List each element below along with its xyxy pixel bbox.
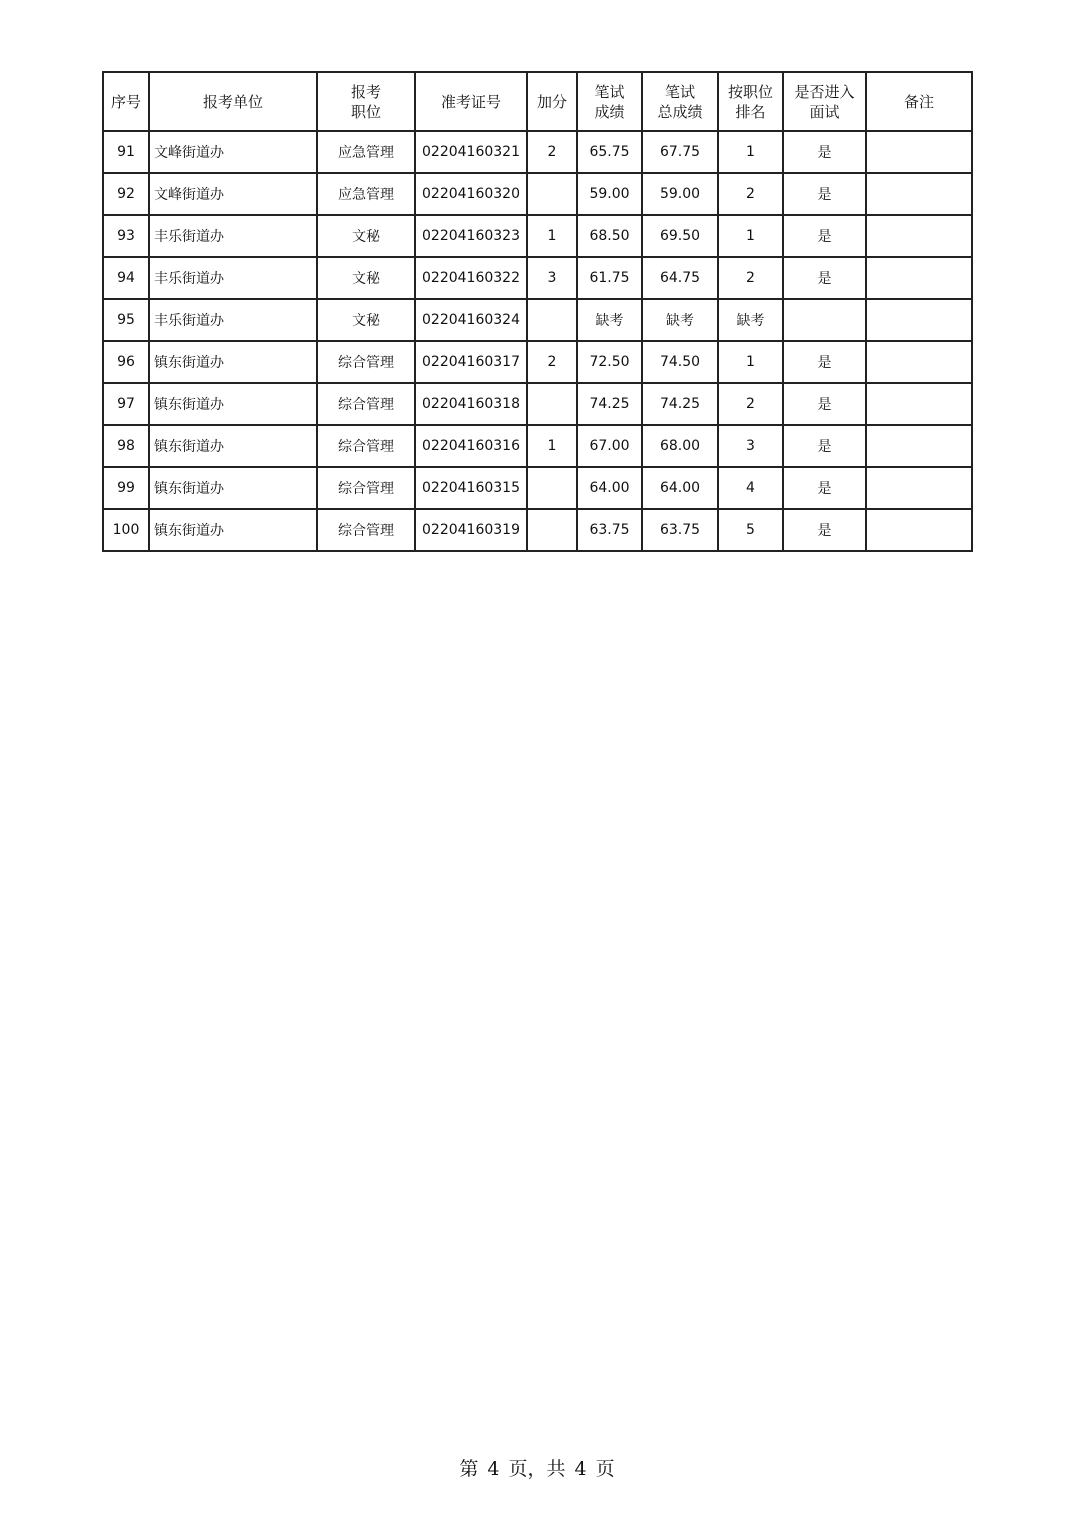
cell-ticket: 02204160317	[415, 341, 527, 383]
results-table	[102, 71, 973, 552]
cell-remark	[866, 173, 972, 215]
cell-seq: 94	[103, 257, 149, 299]
cell-position: 应急管理	[317, 173, 415, 215]
cell-total: 68.00	[642, 425, 718, 467]
cell-remark	[866, 425, 972, 467]
cell-remark	[866, 467, 972, 509]
cell-seq: 92	[103, 173, 149, 215]
cell-interview: 是	[783, 215, 866, 257]
table-row	[103, 467, 972, 509]
header-ticket: 准考证号	[415, 72, 527, 131]
cell-seq: 95	[103, 299, 149, 341]
table-row	[103, 173, 972, 215]
cell-seq: 96	[103, 341, 149, 383]
header-total	[642, 72, 718, 131]
table-row	[103, 509, 972, 551]
cell-interview: 是	[783, 425, 866, 467]
cell-score: 67.00	[577, 425, 642, 467]
cell-bonus: 1	[527, 425, 577, 467]
cell-score: 74.25	[577, 383, 642, 425]
page-footer: 第 4 页，共 4 页	[459, 1458, 615, 1480]
header-remark: 备注	[866, 72, 972, 131]
header-interview-line1: 是否进入	[794, 82, 855, 101]
cell-remark	[866, 341, 972, 383]
cell-total: 63.75	[642, 509, 718, 551]
cell-total: 缺考	[642, 299, 718, 341]
cell-ticket: 02204160319	[415, 509, 527, 551]
cell-rank: 1	[718, 131, 783, 173]
cell-total: 64.75	[642, 257, 718, 299]
table-header	[103, 72, 972, 131]
cell-bonus	[527, 467, 577, 509]
table-body	[103, 131, 972, 551]
cell-unit: 镇东街道办	[149, 383, 317, 425]
header-rank-line1: 按职位	[727, 82, 773, 101]
cell-rank: 4	[718, 467, 783, 509]
cell-score: 68.50	[577, 215, 642, 257]
cell-bonus: 1	[527, 215, 577, 257]
header-score-line1: 笔试	[594, 82, 625, 101]
header-rank-line2: 排名	[735, 102, 766, 121]
cell-unit: 镇东街道办	[149, 425, 317, 467]
cell-rank: 2	[718, 257, 783, 299]
header-unit: 报考单位	[149, 72, 317, 131]
cell-seq: 100	[103, 509, 149, 551]
cell-seq: 91	[103, 131, 149, 173]
cell-position: 综合管理	[317, 425, 415, 467]
cell-bonus	[527, 509, 577, 551]
cell-total: 67.75	[642, 131, 718, 173]
table-row	[103, 257, 972, 299]
cell-interview: 是	[783, 383, 866, 425]
header-position-line2: 职位	[350, 102, 381, 121]
cell-bonus: 2	[527, 131, 577, 173]
header-bonus: 加分	[527, 72, 577, 131]
cell-interview: 是	[783, 509, 866, 551]
cell-score: 64.00	[577, 467, 642, 509]
cell-total: 74.25	[642, 383, 718, 425]
cell-interview	[783, 299, 866, 341]
cell-score: 65.75	[577, 131, 642, 173]
cell-ticket: 02204160324	[415, 299, 527, 341]
cell-position: 应急管理	[317, 131, 415, 173]
table-row	[103, 341, 972, 383]
cell-ticket: 02204160315	[415, 467, 527, 509]
cell-score: 61.75	[577, 257, 642, 299]
cell-seq: 99	[103, 467, 149, 509]
cell-interview: 是	[783, 467, 866, 509]
cell-total: 74.50	[642, 341, 718, 383]
cell-rank: 2	[718, 173, 783, 215]
cell-position: 综合管理	[317, 383, 415, 425]
cell-unit: 镇东街道办	[149, 467, 317, 509]
cell-bonus	[527, 299, 577, 341]
cell-score: 63.75	[577, 509, 642, 551]
header-interview	[783, 72, 866, 131]
cell-unit: 丰乐街道办	[149, 299, 317, 341]
cell-ticket: 02204160323	[415, 215, 527, 257]
header-score	[577, 72, 642, 131]
header-seq: 序号	[103, 72, 149, 131]
cell-score: 缺考	[577, 299, 642, 341]
cell-ticket: 02204160320	[415, 173, 527, 215]
cell-rank: 1	[718, 215, 783, 257]
cell-unit: 文峰街道办	[149, 173, 317, 215]
cell-position: 文秘	[317, 257, 415, 299]
header-rank	[718, 72, 783, 131]
cell-interview: 是	[783, 131, 866, 173]
cell-total: 64.00	[642, 467, 718, 509]
cell-bonus: 3	[527, 257, 577, 299]
cell-unit: 丰乐街道办	[149, 257, 317, 299]
header-total-line2: 总成绩	[657, 102, 703, 121]
cell-total: 59.00	[642, 173, 718, 215]
cell-interview: 是	[783, 257, 866, 299]
cell-seq: 93	[103, 215, 149, 257]
cell-position: 文秘	[317, 299, 415, 341]
cell-score: 59.00	[577, 173, 642, 215]
table-row	[103, 215, 972, 257]
cell-remark	[866, 257, 972, 299]
cell-position: 文秘	[317, 215, 415, 257]
cell-position: 综合管理	[317, 341, 415, 383]
cell-unit: 镇东街道办	[149, 509, 317, 551]
cell-ticket: 02204160316	[415, 425, 527, 467]
cell-remark	[866, 383, 972, 425]
cell-remark	[866, 131, 972, 173]
cell-ticket: 02204160318	[415, 383, 527, 425]
cell-unit: 镇东街道办	[149, 341, 317, 383]
cell-position: 综合管理	[317, 509, 415, 551]
cell-rank: 1	[718, 341, 783, 383]
cell-rank: 5	[718, 509, 783, 551]
cell-seq: 97	[103, 383, 149, 425]
cell-interview: 是	[783, 341, 866, 383]
cell-ticket: 02204160322	[415, 257, 527, 299]
cell-total: 69.50	[642, 215, 718, 257]
header-position	[317, 72, 415, 131]
cell-interview: 是	[783, 173, 866, 215]
cell-rank: 缺考	[718, 299, 783, 341]
cell-score: 72.50	[577, 341, 642, 383]
header-total-line1: 笔试	[664, 82, 695, 101]
cell-position: 综合管理	[317, 467, 415, 509]
cell-ticket: 02204160321	[415, 131, 527, 173]
header-position-line1: 报考	[350, 82, 381, 101]
cell-remark	[866, 299, 972, 341]
table-row	[103, 425, 972, 467]
header-interview-line2: 面试	[809, 102, 840, 121]
header-row	[103, 72, 972, 131]
cell-bonus	[527, 173, 577, 215]
cell-unit: 丰乐街道办	[149, 215, 317, 257]
table-row	[103, 299, 972, 341]
cell-rank: 3	[718, 425, 783, 467]
cell-bonus: 2	[527, 341, 577, 383]
cell-unit: 文峰街道办	[149, 131, 317, 173]
cell-remark	[866, 509, 972, 551]
cell-bonus	[527, 383, 577, 425]
cell-rank: 2	[718, 383, 783, 425]
table-row	[103, 131, 972, 173]
table-row	[103, 383, 972, 425]
header-score-line2: 成绩	[594, 102, 625, 121]
cell-remark	[866, 215, 972, 257]
cell-seq: 98	[103, 425, 149, 467]
